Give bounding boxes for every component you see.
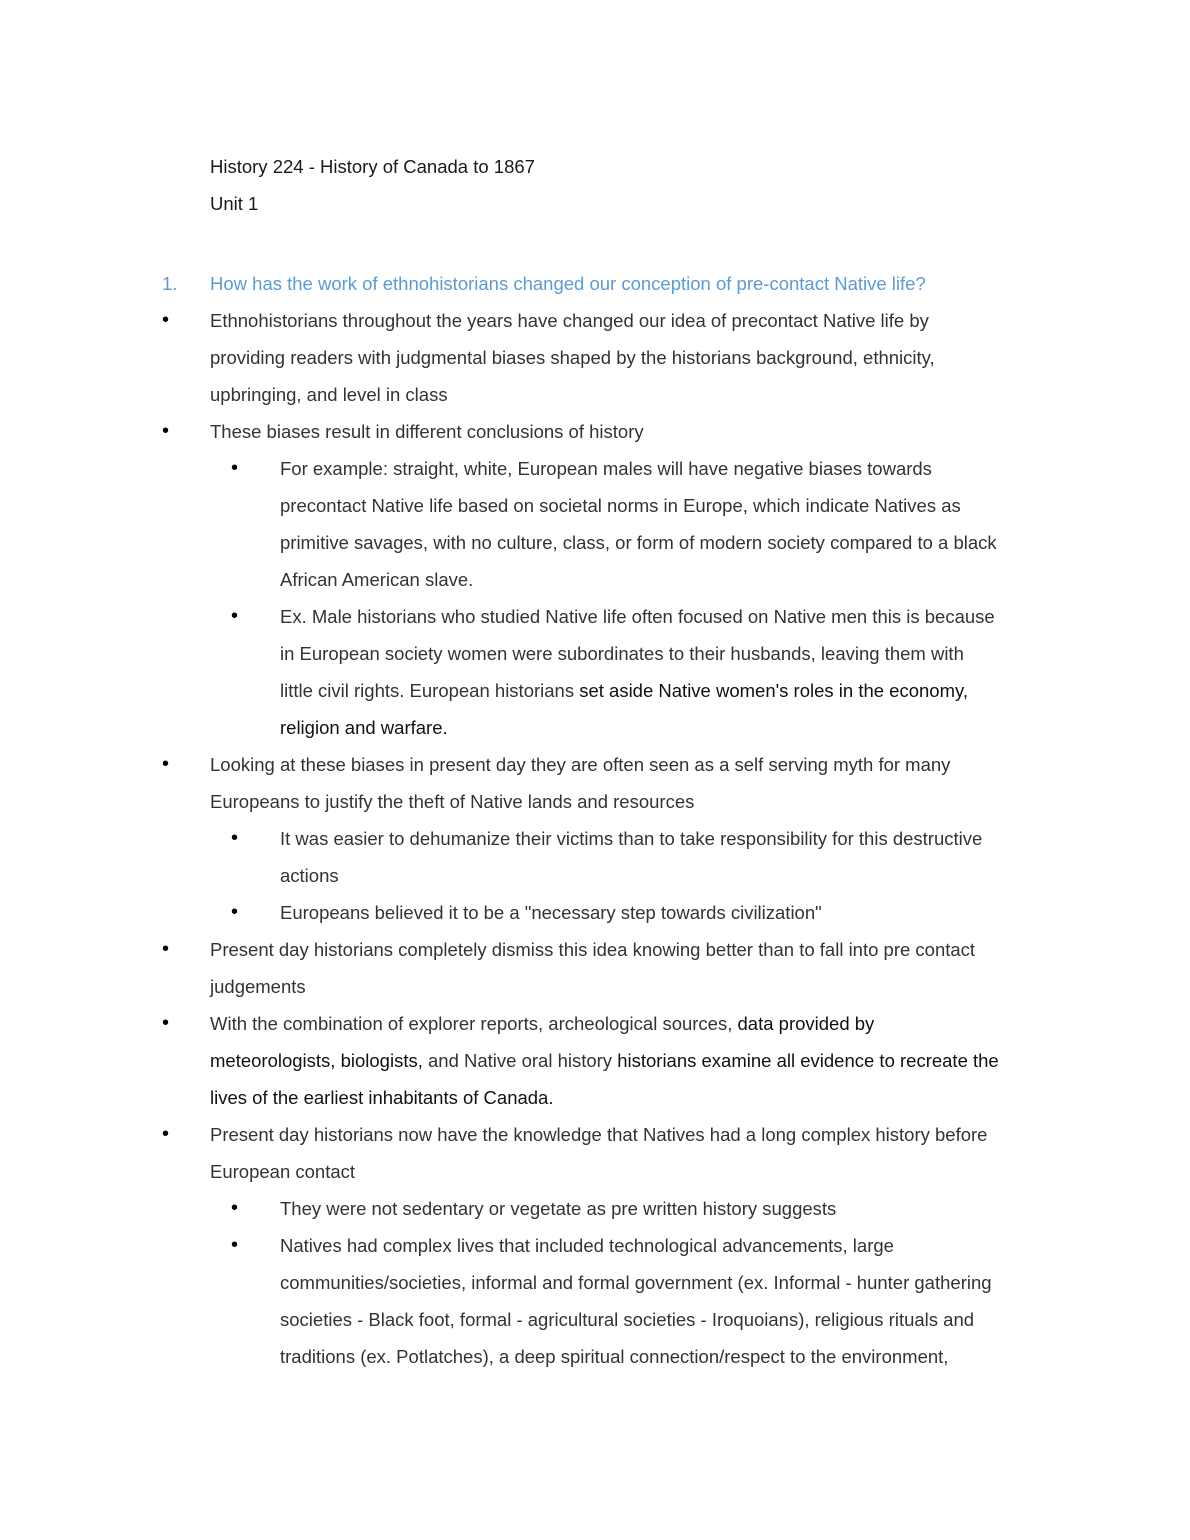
list-item-continuation	[0, 524, 1190, 561]
list-item-text-emphasis: meteorologists, biologists,	[210, 1050, 423, 1071]
bullet-icon: •	[231, 605, 239, 627]
list-item-continuation	[0, 487, 1190, 524]
sub-list-item	[0, 894, 1190, 931]
list-item-text-emphasis: lives of the earliest inhabitants of Canada.	[210, 1087, 554, 1108]
bullet-icon: •	[231, 1234, 239, 1256]
list-item-continuation	[0, 376, 1190, 413]
list-item-continuation	[0, 1264, 1190, 1301]
list-item-text: Natives had complex lives that included technological advancements, large	[280, 1235, 894, 1256]
list-item-continuation	[0, 857, 1190, 894]
list-item-continuation	[0, 709, 1190, 746]
list-item-text: upbringing, and level in class	[210, 384, 448, 405]
question-line	[0, 265, 1190, 302]
list-item	[0, 746, 1190, 783]
list-item-text: African American slave.	[280, 569, 474, 590]
list-item-text-emphasis: historians examine all evidence to recreate the	[617, 1050, 999, 1071]
list-item-text: societies - Black foot, formal - agricultural societies - Iroquoians), religious rituals and	[280, 1309, 975, 1330]
list-item-continuation	[0, 1153, 1190, 1190]
bullet-icon: •	[231, 827, 239, 849]
list-item-text: Looking at these biases in present day they are often seen as a self serving myth for many	[210, 754, 951, 775]
list-item-continuation	[0, 339, 1190, 376]
document-body	[0, 265, 1190, 1375]
list-item-text: Ethnohistorians throughout the years have changed our idea of precontact Native life by	[210, 310, 929, 331]
list-item-continuation	[0, 1079, 1190, 1116]
list-item-continuation	[0, 968, 1190, 1005]
sub-list-item	[0, 1227, 1190, 1264]
bullet-icon: •	[231, 901, 239, 923]
bullet-icon: •	[162, 420, 170, 442]
list-item	[0, 1116, 1190, 1153]
bullet-icon: •	[231, 457, 239, 479]
list-item-text-emphasis: data provided by	[737, 1013, 875, 1034]
list-item-text: Europeans to justify the theft of Native lands and resources	[210, 791, 695, 812]
list-item-text: communities/societies, informal and formal government (ex. Informal - hunter gathering	[280, 1272, 992, 1293]
list-item	[0, 413, 1190, 450]
course-title: History 224 - History of Canada to 1867	[210, 156, 535, 177]
unit-label: Unit 1	[210, 193, 259, 214]
list-item-continuation	[0, 1301, 1190, 1338]
list-item-continuation	[0, 1042, 1190, 1079]
list-item-continuation	[0, 1338, 1190, 1375]
question-number: 1.	[162, 273, 178, 294]
list-item-text: Present day historians completely dismiss this idea knowing better than to fall into pre contact	[210, 939, 976, 960]
list-item-text: With the combination of explorer reports, archeological sources,	[210, 1013, 738, 1034]
list-item-text: actions	[280, 865, 339, 886]
list-item-text: It was easier to dehumanize their victims than to take responsibility for this destructive	[280, 828, 983, 849]
list-item-continuation	[0, 635, 1190, 672]
list-item-continuation	[0, 672, 1190, 709]
list-item-text: in European society women were subordinates to their husbands, leaving them with	[280, 643, 964, 664]
question-text: How has the work of ethnohistorians changed our conception of pre-contact Native life?	[210, 273, 926, 294]
sub-list-item	[0, 1190, 1190, 1227]
bullet-icon: •	[162, 1012, 170, 1034]
list-item-text: These biases result in different conclusions of history	[210, 421, 644, 442]
list-item-continuation	[0, 783, 1190, 820]
list-item-text: traditions (ex. Potlatches), a deep spiritual connection/respect to the environment,	[280, 1346, 949, 1367]
list-item-text: judgements	[210, 976, 306, 997]
list-item	[0, 302, 1190, 339]
list-item-text: precontact Native life based on societal norms in Europe, which indicate Natives as	[280, 495, 961, 516]
list-item-text-emphasis: set aside Native women's roles in the economy,	[579, 680, 969, 701]
list-item-text: and Native oral history	[422, 1050, 618, 1071]
list-item	[0, 931, 1190, 968]
list-item-text: They were not sedentary or vegetate as pre written history suggests	[280, 1198, 837, 1219]
bullet-icon: •	[231, 1197, 239, 1219]
list-item-text: European contact	[210, 1161, 356, 1182]
list-item-text: Ex. Male historians who studied Native life often focused on Native men this is because	[280, 606, 995, 627]
list-item-text: little civil rights. European historians	[280, 680, 580, 701]
list-item-continuation	[0, 561, 1190, 598]
bullet-icon: •	[162, 1123, 170, 1145]
list-item-text: providing readers with judgmental biases shaped by the historians background, ethnicity,	[210, 347, 935, 368]
list-item-text: primitive savages, with no culture, class, or form of modern society compared to a black	[280, 532, 997, 553]
bullet-icon: •	[162, 753, 170, 775]
sub-list-item	[0, 820, 1190, 857]
sub-list-item	[0, 598, 1190, 635]
list-item-text: Europeans believed it to be a "necessary step towards civilization"	[280, 902, 822, 923]
bullet-icon: •	[162, 309, 170, 331]
list-item-text-emphasis: religion and warfare.	[280, 717, 448, 738]
list-item	[0, 1005, 1190, 1042]
document-header	[210, 148, 535, 222]
sub-list-item	[0, 450, 1190, 487]
list-item-text: For example: straight, white, European males will have negative biases towards	[280, 458, 932, 479]
bullet-icon: •	[162, 938, 170, 960]
list-item-text: Present day historians now have the knowledge that Natives had a long complex history before	[210, 1124, 988, 1145]
